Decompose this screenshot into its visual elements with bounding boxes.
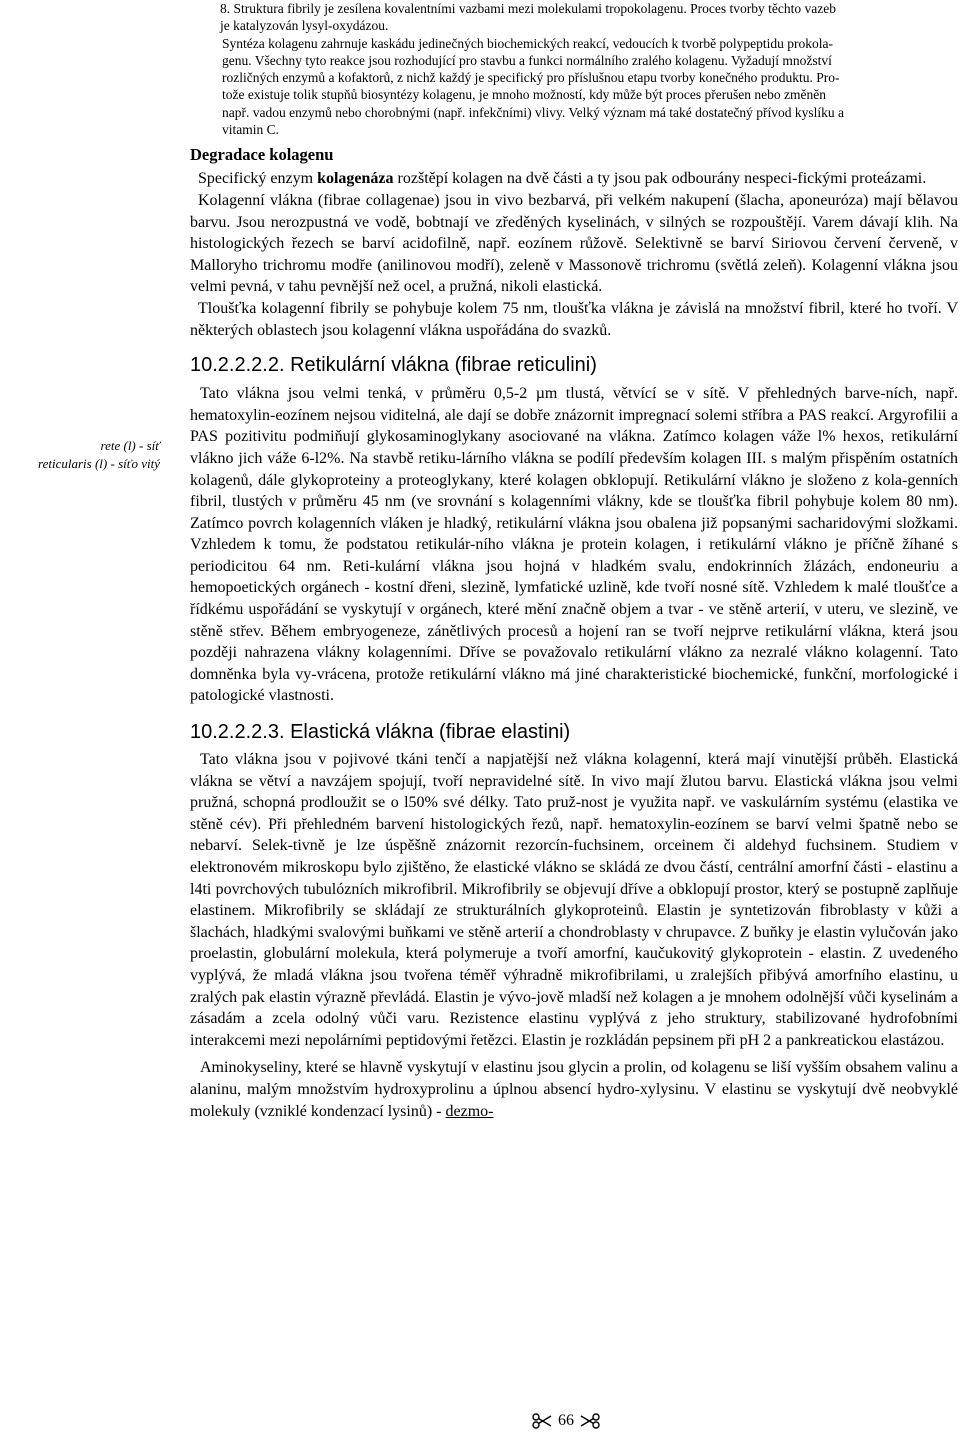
page-footer — [532, 1412, 600, 1430]
intro-line: tože existuje tolik stupňů biosyntézy kolagenu, je mnoho možností, kdy může být proces přerušen nebo změněn — [222, 87, 826, 103]
term-kolagenaza: kolagenáza — [317, 170, 394, 188]
text-run: Specifický enzym — [198, 170, 318, 188]
margin-note-line: reticularis (l) - síťo vitý — [38, 456, 160, 471]
intro-line: rozličných enzymů a kofaktorů, z nichž každý je specifický pro příslušnou etapu tvorby konečného produktu. Pro- — [222, 70, 840, 86]
main-content — [190, 0, 958, 1122]
scissors-icon — [580, 1413, 600, 1429]
intro-line: např. vadou enzymů nebo chorobnými (např. infekčními) vlivy. Velký význam má také dostatečný přívod kyslíku a — [222, 104, 844, 120]
intro-line: je katalyzován lysyl-oxydázou. — [220, 18, 389, 34]
retikularni-paragraph: Tato vlákna jsou velmi tenká, v průměru 0,5-2 µm tlustá, větvící se v sítě. V přehledných barve-ních, např. hematoxylin-eozínem nejsou viditelná, ale dají se dobře znázornit impregnací solemi stříbra a PAS reakcí. Argyrofilii a PAS pozitivitu podmiňují glykosaminoglykany asociované na vlákna. Zatímco kolagen váže l% hexos, retikulární vlákno jich váže 6-l2%. Na stavbě retiku-lárního vlákna se podílí především kolagen III. s malým přispěním ostatních kolagenů, dále glykoproteiny a proteoglykany, které kolagen obklopují. Retikulární vlákno je složeno z kola-genních fibril, tlustých v průměru 45 nm (ve srovnání s kolagenními vlákny, kde se tloušťka fibril pohybuje kolem 80 nm). Zatímco povrch kolagenních vláken je hladký, retikulární vlákna jsou obalena již popsanými sacharidovými složkami. Vzhledem k tomu, že podstatou retikulár-ního vlákna je protein kolagen, i retikulární vlákno je příčně žíhané s periodicitou 64 nm. Reti-kulární vlákna jsou hojná v hladkém svalu, endokrinních žlázách, endoneuriu a hemopoetických orgánech - kostní dřeni, slezině, lymfatické uzlině, kde tvoří nosné sítě. Vzhledem k malé tloušťce a řídkému uspořádání se vyskytují v orgánech, které mění značně objem a tvar - ve stěně arterií, v uteru, ve slezině, ve stěně střev. Během embryogeneze, zánětlivých procesů a hojení ran se tvoří nejprve retikulární vlákna, která jsou později nahrazena vlákny kolagenními. Dříve se považovalo retikulární vlákno za nezralé vlákno kolagenní. Tato domněnka byla vy-vrácena, protože retikulární vlákno má jiné charakteristické biochemické, funkční, morfologické i patologické vlastnosti. — [190, 385, 958, 705]
page-number: 66 — [558, 1412, 574, 1429]
degradace-paragraph: Kolagenní vlákna (fibrae collagenae) jsou in vivo bezbarvá, při velkém nakupení (šlacha, aponeuróza) mají bělavou barvu. Jsou nerozpustná ve vodě, bobtnají ve zředěných kyselinách, v silných se rozpouštějí. Varem dávají klih. Na histologických řezech se barví acidofilně, např. eozínem růžově. Selektivně se barví Siriovou červení červeně, v Malloryho trichromu modře (anilinovou modří), zeleně v Massonově trichromu (světlá zeleň). Kolagenní vlákna jsou velmi pevná, v tahu pevnější než ocel, a pružná, nikoli elastická. — [190, 191, 958, 296]
margin-note — [0, 437, 160, 473]
intro-line: Syntéza kolagenu zahrnuje kaskádu jedinečných biochemických reakcí, vedoucích k tvorbě polypeptidu prokola- — [222, 35, 834, 51]
intro-line: vitamin C. — [222, 122, 279, 138]
intro-line: 8. Struktura fibrily je zesílena kovalentními vazbami mezi molekulami tropokolagenu. Proces tvorby těchto vazeb — [220, 1, 836, 16]
elasticka-paragraph — [190, 1057, 958, 1122]
degradace-paragraph: Tloušťka kolagenní fibrily se pohybuje kolem 75 nm, tloušťka vlákna je závislá na množství fibril, které ho tvoří. V některých oblastech jsou kolagenní vlákna uspořádána do svazků. — [190, 299, 958, 339]
margin-note-line: rete (l) - síť — [100, 438, 160, 453]
degradace-heading: Degradace kolagenu — [190, 145, 334, 165]
text-run: rozštěpí kolagen na dvě části a ty jsou pak odbourány nespeci-fickými proteázami. — [393, 170, 927, 188]
scissors-icon — [532, 1413, 552, 1429]
intro-synthesis — [222, 35, 958, 139]
text-run: Aminokyseliny, které se hlavně vyskytují v elastinu jsou glycin a prolin, od kolagenu se liší vyšším obsahem valinu a alaninu, malým množstvím hydroxyprolinu a úplnou absencí hydro-xylysinu. V elastinu se vyskytují dvě neobvyklé molekuly (vzniklé kondenzací lysinů) - — [190, 1059, 958, 1120]
section-heading-retikularni: 10.2.2.2.2. Retikulární vlákna (fibrae reticulini) — [190, 354, 597, 377]
degradace-paragraph — [190, 168, 958, 190]
text-run: dezmo- — [445, 1102, 494, 1120]
section-heading-elasticka: 10.2.2.2.3. Elastická vlákna (fibrae elastini) — [190, 721, 571, 744]
intro-line: genu. Všechny tyto reakce jsou rozhodující pro stavbu a funkci normálního zralého kolagenu. Vyžadují množství — [222, 52, 832, 68]
intro-item-8 — [220, 0, 958, 35]
elasticka-paragraph: Tato vlákna jsou v pojivové tkáni tenčí a napjatější než vlákna kolagenní, která mají vinutější průběh. Elastická vlákna se větví a navzájem spojují, tvoří nepravidelné sítě. In vivo mají žlutou barvu. Elastická vlákna jsou velmi pružná, schopná prodloužit se o l50% své délky. Tato pruž-nost je využita např. ve vaskulárním systému (elastika ve stěně cév). Při přehledném barvení histologických řezů, např. hematoxylin-eozínem se barví velmi špatně nebo se nebarví. Selek-tivně je lze úspěšně znázornit rezorcín-fuchsinem, orceinem či aldehyd fuchsinem. Studiem v elektronovém mikroskopu bylo zjištěno, že elastické vlákno se skládá ze dvou částí, centrální amorfní části - elastinu a l4ti povrchových tubulózních mikrofibril. Mikrofibrily se objevují dříve a obklopují prostor, který se postupně zaplňuje elastinem. Mikrofibrily se skládají ze strukturálních glykoproteinů. Elastin je syntetizován fibroblasty v kůži a šlachách, hladkými svalovými buňkami ve stěně arterií a chondroblasty v chrupavce. Z buňky je elastin vylučován jako proelastin, globulární molekula, která polymeruje a tvoří amorfní, kaučukovitý glykoprotein - elastin. Z uvedeného vyplývá, že mladá vlákna jsou tvořena téměř výhradně mikrofibrilami, u zralejších přibývá amorfního elastinu, u zralých pak elastin výrazně převládá. Elastin je vývo-jově mladší než kolagen a je mnohem odolnější vůči kyselinám a zásadám a zcela odolný vůči varu. Rezistence elastinu vyplývá z jeho struktury, stabilizované hydrofobními interakcemi mezi nepolárními peptidovými řetězci. Elastin je rozkládán pepsinem při pH 2 a pankreatickou elastázou. — [190, 751, 958, 1049]
